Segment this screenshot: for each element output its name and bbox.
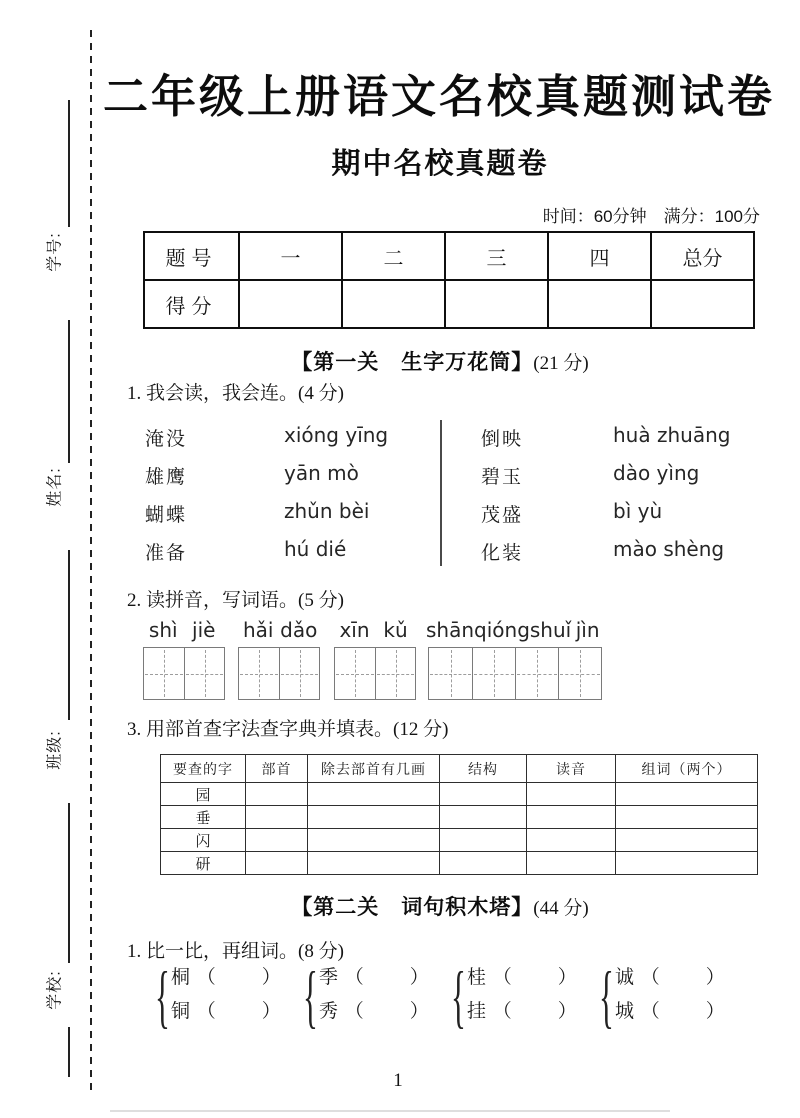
pinyin-syllable: shuǐ [529,618,572,642]
paren-open: （ [492,967,512,988]
paren-close: ） [261,967,281,988]
paren-close: ） [409,1001,429,1022]
section1-title: 【第一关 生字万花筒】 [291,351,534,374]
pinyin-syllable: jiè [192,618,216,642]
score-empty-cell [548,280,651,328]
paren-open: （ [344,967,364,988]
compare-char: 季 [319,967,339,988]
dict-empty-cell [440,806,527,829]
dict-empty-cell [246,829,308,852]
margin-label-student-id: 学号: [46,232,64,272]
pinyin-syllable: shān [426,618,475,642]
dict-char-cell: 闪 [161,829,246,852]
writing-grid [334,647,416,700]
exam-title: 二年级上册语文名校真题测试卷 [102,71,775,122]
margin-fill-line [68,100,70,227]
compare-pair [599,958,748,1036]
pinyin-syllable: dǎo [280,618,318,642]
margin-dashed-divider [90,30,92,1092]
match-word: 碧玉 [481,467,524,488]
grid-cell [429,648,472,699]
pinyin-syllable: shì [148,618,178,642]
margin-label-name: 姓名: [46,467,64,507]
dict-empty-cell [246,852,308,875]
pinyin-group [426,618,604,642]
match-pinyin: zhǔn bèi [284,499,370,523]
paren-close: ） [409,967,429,988]
paren-open: （ [640,1001,660,1022]
paren-close: ） [705,967,725,988]
score-empty-cell [651,280,754,328]
dict-empty-cell [440,852,527,875]
compare-char: 挂 [467,1001,487,1022]
match-word: 蝴蝶 [145,505,188,526]
dict-empty-cell [308,829,440,852]
score-header-cell: 总分 [651,232,754,280]
compare-char: 铜 [171,1001,191,1022]
compare-pair [155,958,304,1036]
writing-grid [143,647,225,700]
score-header-cell: 题号 [144,232,239,280]
grid-cell [335,648,375,699]
score-empty-cell [342,280,445,328]
left-brace-icon: { [155,958,170,1036]
match-word: 倒映 [481,429,524,450]
dict-header-cell: 读音 [527,755,616,783]
paren-open: （ [344,1001,364,1022]
grid-cell [144,648,184,699]
compare-char: 桐 [171,967,191,988]
paren-close: ） [261,1001,281,1022]
dictionary-table [160,754,758,875]
match-word: 准备 [145,543,188,564]
pinyin-group [143,618,224,642]
exam-time-score-meta: 时间：60分钟 满分：100分 [542,207,760,226]
writing-grid [238,647,320,700]
compare-pair [451,958,600,1036]
paren-open: （ [196,1001,216,1022]
page-number: 1 [393,1070,403,1091]
dict-empty-cell [527,829,616,852]
paren-open: （ [640,967,660,988]
paren-close: ） [705,1001,725,1022]
dict-empty-cell [527,783,616,806]
dict-empty-cell [246,783,308,806]
grid-cell [279,648,319,699]
dict-char-cell: 研 [161,852,246,875]
grid-cell [515,648,558,699]
dict-empty-cell [527,852,616,875]
dict-empty-cell [616,829,758,852]
dict-header-cell: 部首 [246,755,308,783]
dict-empty-cell [308,783,440,806]
scan-artifact-line [110,1110,670,1112]
score-table [143,231,755,329]
compare-char: 城 [615,1001,635,1022]
pinyin-group [334,618,416,642]
paren-open: （ [196,967,216,988]
compare-char: 诚 [615,967,635,988]
compare-pair [303,958,452,1036]
compare-char: 秀 [319,1001,339,1022]
dict-char-cell: 垂 [161,806,246,829]
grid-cell [239,648,279,699]
dict-header-cell: 要查的字 [161,755,246,783]
dict-empty-cell [308,852,440,875]
grid-cell [558,648,601,699]
dict-header-cell: 结构 [440,755,527,783]
grid-cell [375,648,415,699]
pinyin-syllable: jìn [575,618,600,642]
grid-cell [472,648,515,699]
paren-close: ） [557,967,577,988]
writing-grid [428,647,602,700]
dict-empty-cell [440,783,527,806]
question-text-s2q1: 1. 比一比，再组词。(8 分) [127,941,344,962]
section1-score: (21 分) [533,353,589,374]
dict-empty-cell [246,806,308,829]
match-word: 淹没 [145,429,188,450]
match-pinyin: dào yìng [613,461,700,485]
score-header-cell: 四 [548,232,651,280]
left-brace-icon: { [451,958,466,1036]
pinyin-syllable: xīn [339,618,370,642]
match-column-divider [440,420,442,566]
match-word: 茂盛 [481,505,524,526]
pinyin-syllable: hǎi [243,618,274,642]
margin-fill-line [68,320,70,463]
margin-label-class: 班级: [46,730,64,770]
dict-char-cell: 园 [161,783,246,806]
score-header-cell: 二 [342,232,445,280]
score-empty-cell [445,280,548,328]
question-text-s1q3: 3. 用部首查字法查字典并填表。(12 分) [127,719,449,740]
dict-empty-cell [616,806,758,829]
left-brace-icon: { [599,958,614,1036]
dict-empty-cell [308,806,440,829]
score-row-label: 得分 [144,280,239,328]
dict-empty-cell [527,806,616,829]
match-pinyin: hú dié [284,537,347,561]
paren-close: ） [557,1001,577,1022]
margin-label-school: 学校: [46,970,64,1010]
margin-fill-line [68,803,70,963]
dict-empty-cell [616,783,758,806]
compare-char: 桂 [467,967,487,988]
match-pinyin: huà zhuāng [613,423,731,447]
section1-heading [100,346,780,376]
score-empty-cell [239,280,342,328]
question-text-s1q1: 1. 我会读，我会连。(4 分) [127,383,344,404]
match-word: 雄鹰 [145,467,188,488]
pinyin-syllable: kǔ [383,618,408,642]
paren-open: （ [492,1001,512,1022]
section2-title: 【第二关 词句积木塔】 [291,896,534,919]
match-pinyin: xióng yīng [284,423,389,447]
match-word: 化装 [481,543,524,564]
pinyin-group [238,618,319,642]
margin-fill-line [68,550,70,720]
left-brace-icon: { [303,958,318,1036]
section2-heading [100,891,780,921]
dict-empty-cell [440,829,527,852]
dict-empty-cell [616,852,758,875]
score-header-cell: 一 [239,232,342,280]
score-header-cell: 三 [445,232,548,280]
match-pinyin: yān mò [284,461,359,485]
pinyin-syllable: qióng [474,618,530,642]
margin-fill-line [68,1027,70,1077]
dict-header-cell: 组词（两个） [616,755,758,783]
match-pinyin: bì yù [613,499,663,523]
match-pinyin: mào shèng [613,537,725,561]
exam-subtitle: 期中名校真题卷 [331,148,549,180]
grid-cell [184,648,224,699]
dict-header-cell: 除去部首有几画 [308,755,440,783]
question-text-s1q2: 2. 读拼音，写词语。(5 分) [127,590,344,611]
section2-score: (44 分) [533,898,589,919]
